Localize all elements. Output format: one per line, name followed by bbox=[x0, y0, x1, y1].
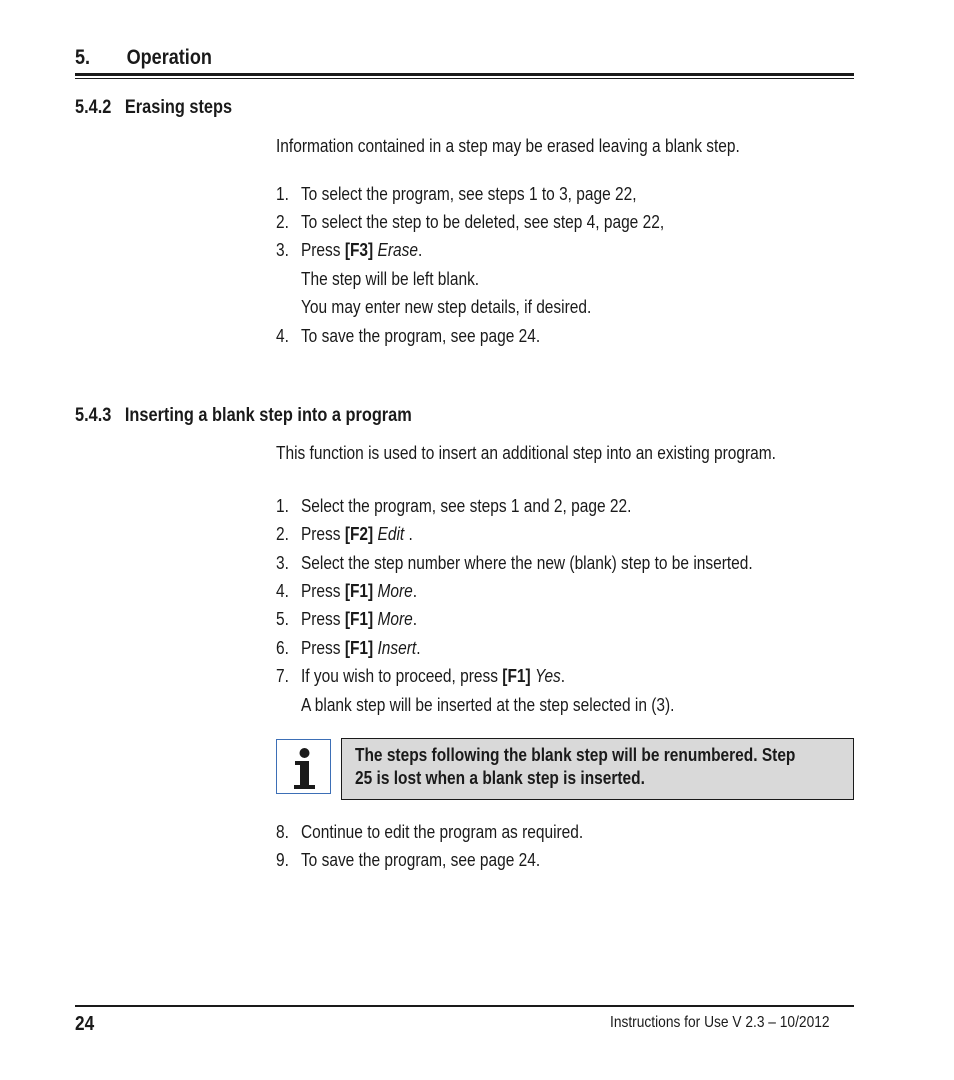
list-number: 4. bbox=[276, 581, 289, 601]
list-text: Select the step number where the new (blank) step to be inserted. bbox=[300, 553, 753, 573]
list-item bbox=[276, 553, 753, 574]
list-item bbox=[276, 581, 417, 602]
header-rule-thin bbox=[75, 78, 854, 79]
list-text: Press bbox=[300, 609, 345, 629]
list-item bbox=[276, 822, 583, 843]
list-number: 2. bbox=[276, 524, 289, 544]
info-note-line: 25 is lost when a blank step is inserted. bbox=[355, 768, 645, 788]
softkey-label: More bbox=[377, 581, 413, 601]
list-number: 2. bbox=[276, 212, 289, 232]
list-item bbox=[276, 850, 540, 871]
list-item bbox=[276, 609, 417, 630]
list-item bbox=[276, 184, 637, 205]
list-text: Select the program, see steps 1 and 2, page 22. bbox=[300, 496, 632, 516]
function-key: [F1] bbox=[344, 609, 374, 629]
section-title: Erasing steps bbox=[124, 97, 233, 118]
function-key: [F1] bbox=[344, 581, 374, 601]
header-rule bbox=[75, 73, 854, 76]
erase-intro: Information contained in a step may be erased leaving a blank step. bbox=[276, 136, 740, 156]
chapter-number: 5. bbox=[75, 46, 91, 69]
list-number: 9. bbox=[276, 850, 289, 870]
info-note-text bbox=[355, 744, 837, 790]
punctuation: . bbox=[417, 240, 423, 260]
softkey-label: Edit bbox=[377, 524, 405, 544]
list-number: 1. bbox=[276, 496, 289, 516]
punctuation: . bbox=[416, 638, 421, 658]
list-number: 6. bbox=[276, 638, 289, 658]
function-key: [F3] bbox=[344, 240, 374, 260]
list-text: Press bbox=[300, 581, 345, 601]
softkey-label: Yes bbox=[534, 666, 561, 686]
softkey-label: More bbox=[377, 609, 413, 629]
list-text: To select the step to be deleted, see step 4, page 22, bbox=[300, 212, 665, 232]
list-number: 3. bbox=[276, 240, 289, 260]
softkey-label: Erase bbox=[377, 240, 418, 260]
softkey-label: Insert bbox=[377, 638, 417, 658]
document-version: Instructions for Use V 2.3 – 10/2012 bbox=[610, 1014, 830, 1031]
list-number: 7. bbox=[276, 666, 289, 686]
function-key: [F1] bbox=[502, 666, 531, 686]
list-number: 8. bbox=[276, 822, 289, 842]
section-heading-inserting-blank-step bbox=[75, 405, 412, 427]
list-number: 3. bbox=[276, 553, 289, 573]
list-number: 4. bbox=[276, 326, 289, 346]
list-text: Press bbox=[300, 240, 345, 260]
list-item bbox=[276, 240, 422, 261]
step-note: A blank step will be inserted at the step selected in (3). bbox=[301, 695, 675, 715]
section-title: Inserting a blank step into a program bbox=[124, 405, 412, 426]
section-number: 5.4.2 bbox=[75, 97, 112, 118]
list-number: 1. bbox=[276, 184, 289, 204]
list-item bbox=[276, 326, 540, 347]
info-icon bbox=[276, 739, 331, 794]
list-number: 5. bbox=[276, 609, 289, 629]
section-number: 5.4.3 bbox=[75, 405, 112, 426]
punctuation: . bbox=[404, 524, 413, 544]
punctuation: . bbox=[412, 609, 418, 629]
list-text: Continue to edit the program as required. bbox=[300, 822, 584, 842]
footer-rule bbox=[75, 1005, 854, 1007]
info-icon bbox=[277, 740, 332, 795]
list-item bbox=[276, 666, 565, 687]
list-text: Press bbox=[300, 524, 345, 544]
list-item bbox=[276, 212, 664, 233]
function-key: [F1] bbox=[344, 638, 374, 658]
step-note: The step will be left blank. bbox=[301, 269, 480, 289]
punctuation: . bbox=[412, 581, 418, 601]
section-heading-erasing-steps bbox=[75, 97, 232, 119]
chapter-heading bbox=[75, 46, 212, 70]
list-text: To select the program, see steps 1 to 3, page 22, bbox=[300, 184, 637, 204]
insert-intro: This function is used to insert an additional step into an existing program. bbox=[276, 443, 776, 463]
list-text: Press bbox=[300, 638, 345, 658]
list-item bbox=[276, 496, 631, 517]
punctuation: . bbox=[560, 666, 566, 686]
list-item bbox=[276, 524, 413, 545]
function-key: [F2] bbox=[344, 524, 374, 544]
chapter-title: Operation bbox=[126, 46, 212, 69]
list-item bbox=[276, 638, 421, 659]
list-text: To save the program, see page 24. bbox=[300, 326, 541, 346]
step-note: You may enter new step details, if desired. bbox=[301, 297, 592, 317]
list-text: To save the program, see page 24. bbox=[300, 850, 541, 870]
list-text: If you wish to proceed, press bbox=[300, 666, 503, 686]
info-note-line: The steps following the blank step will be renumbered. Step bbox=[355, 745, 796, 765]
page-number: 24 bbox=[75, 1013, 95, 1035]
